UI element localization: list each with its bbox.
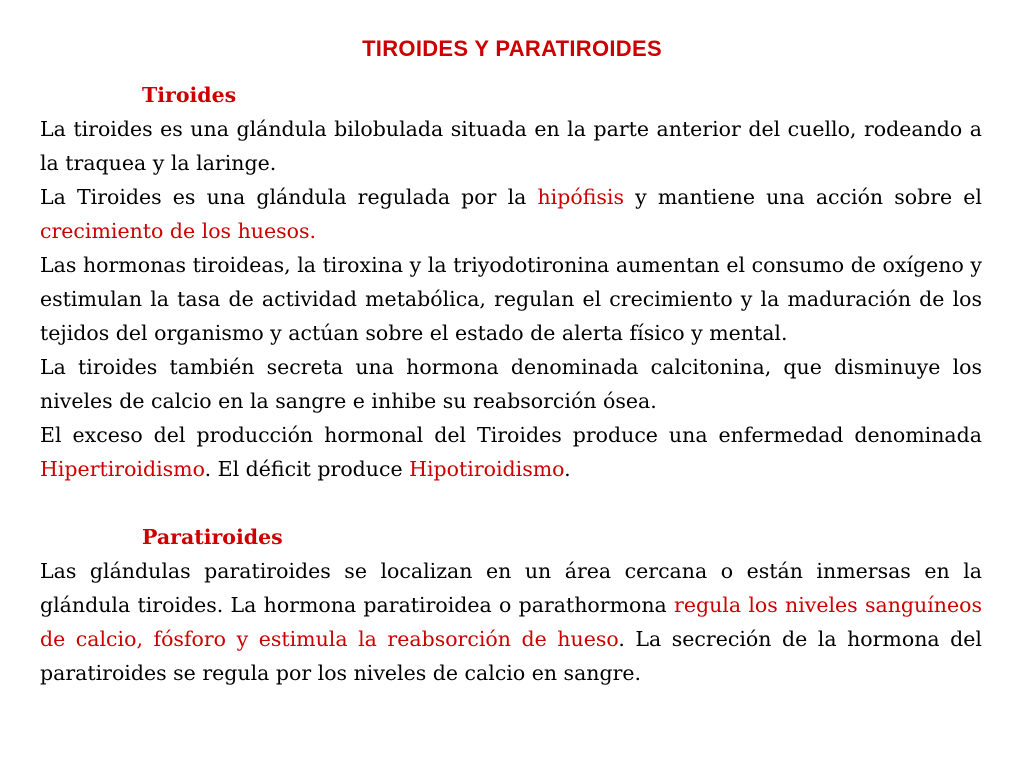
paragraph-tiroides-hormonas: Las hormonas tiroideas, la tiroxina y la triyodotironina aumentan el consumo de oxígeno y estimulan la tasa de actividad metabólica, regulan el crecimiento y la maduración de los tejidos del organismo y actúan sobre el estado de alerta físico y mental.: [40, 253, 982, 345]
paragraph-tiroides-regulation: [40, 180, 982, 248]
highlight-crecimiento-huesos: crecimiento de los huesos.: [40, 219, 317, 243]
section-spacer: [40, 486, 982, 520]
paragraph-tiroides-enfermedades: [40, 418, 982, 486]
paragraph-paratiroides: [40, 554, 982, 690]
text-segment: y mantiene una acción sobre el: [623, 185, 982, 209]
slide-body: [40, 78, 982, 690]
page-title: TIROIDES Y PARATIROIDES: [362, 36, 662, 61]
text-segment: . La secreción de la hormona del paratiroides se regula por los niveles de calcio en sangre.: [40, 627, 982, 685]
highlight-hipofisis: hipófisis: [537, 185, 624, 209]
highlight-hipertiroidismo: Hipertiroidismo: [40, 457, 205, 481]
text-segment: La Tiroides es una glándula regulada por la: [40, 185, 538, 209]
highlight-hipotiroidismo: Hipotiroidismo: [409, 457, 565, 481]
paragraph-tiroides-location: La tiroides es una glándula bilobulada situada en la parte anterior del cuello, rodeando a la traquea y la laringe.: [40, 117, 982, 175]
text-segment: El exceso del producción hormonal del Tiroides produce una enfermedad denominada: [40, 423, 982, 447]
text-segment: . El déficit produce: [204, 457, 410, 481]
paragraph-tiroides-calcitonina: La tiroides también secreta una hormona denominada calcitonina, que disminuye los niveles de calcio en la sangre e inhibe su reabsorción ósea.: [40, 355, 982, 413]
section-heading-paratiroides: Paratiroides: [142, 525, 283, 549]
highlight-regula-niveles: regula los niveles sanguíneos de calcio, fósforo y estimula la reabsorción de hueso: [40, 593, 982, 651]
section-heading-tiroides: Tiroides: [142, 83, 237, 107]
text-segment: .: [564, 457, 571, 481]
text-segment: Las glándulas paratiroides se localizan en un área cercana o están inmersas en la glándula tiroides. La hormona paratiroidea o parathormona: [40, 559, 982, 617]
